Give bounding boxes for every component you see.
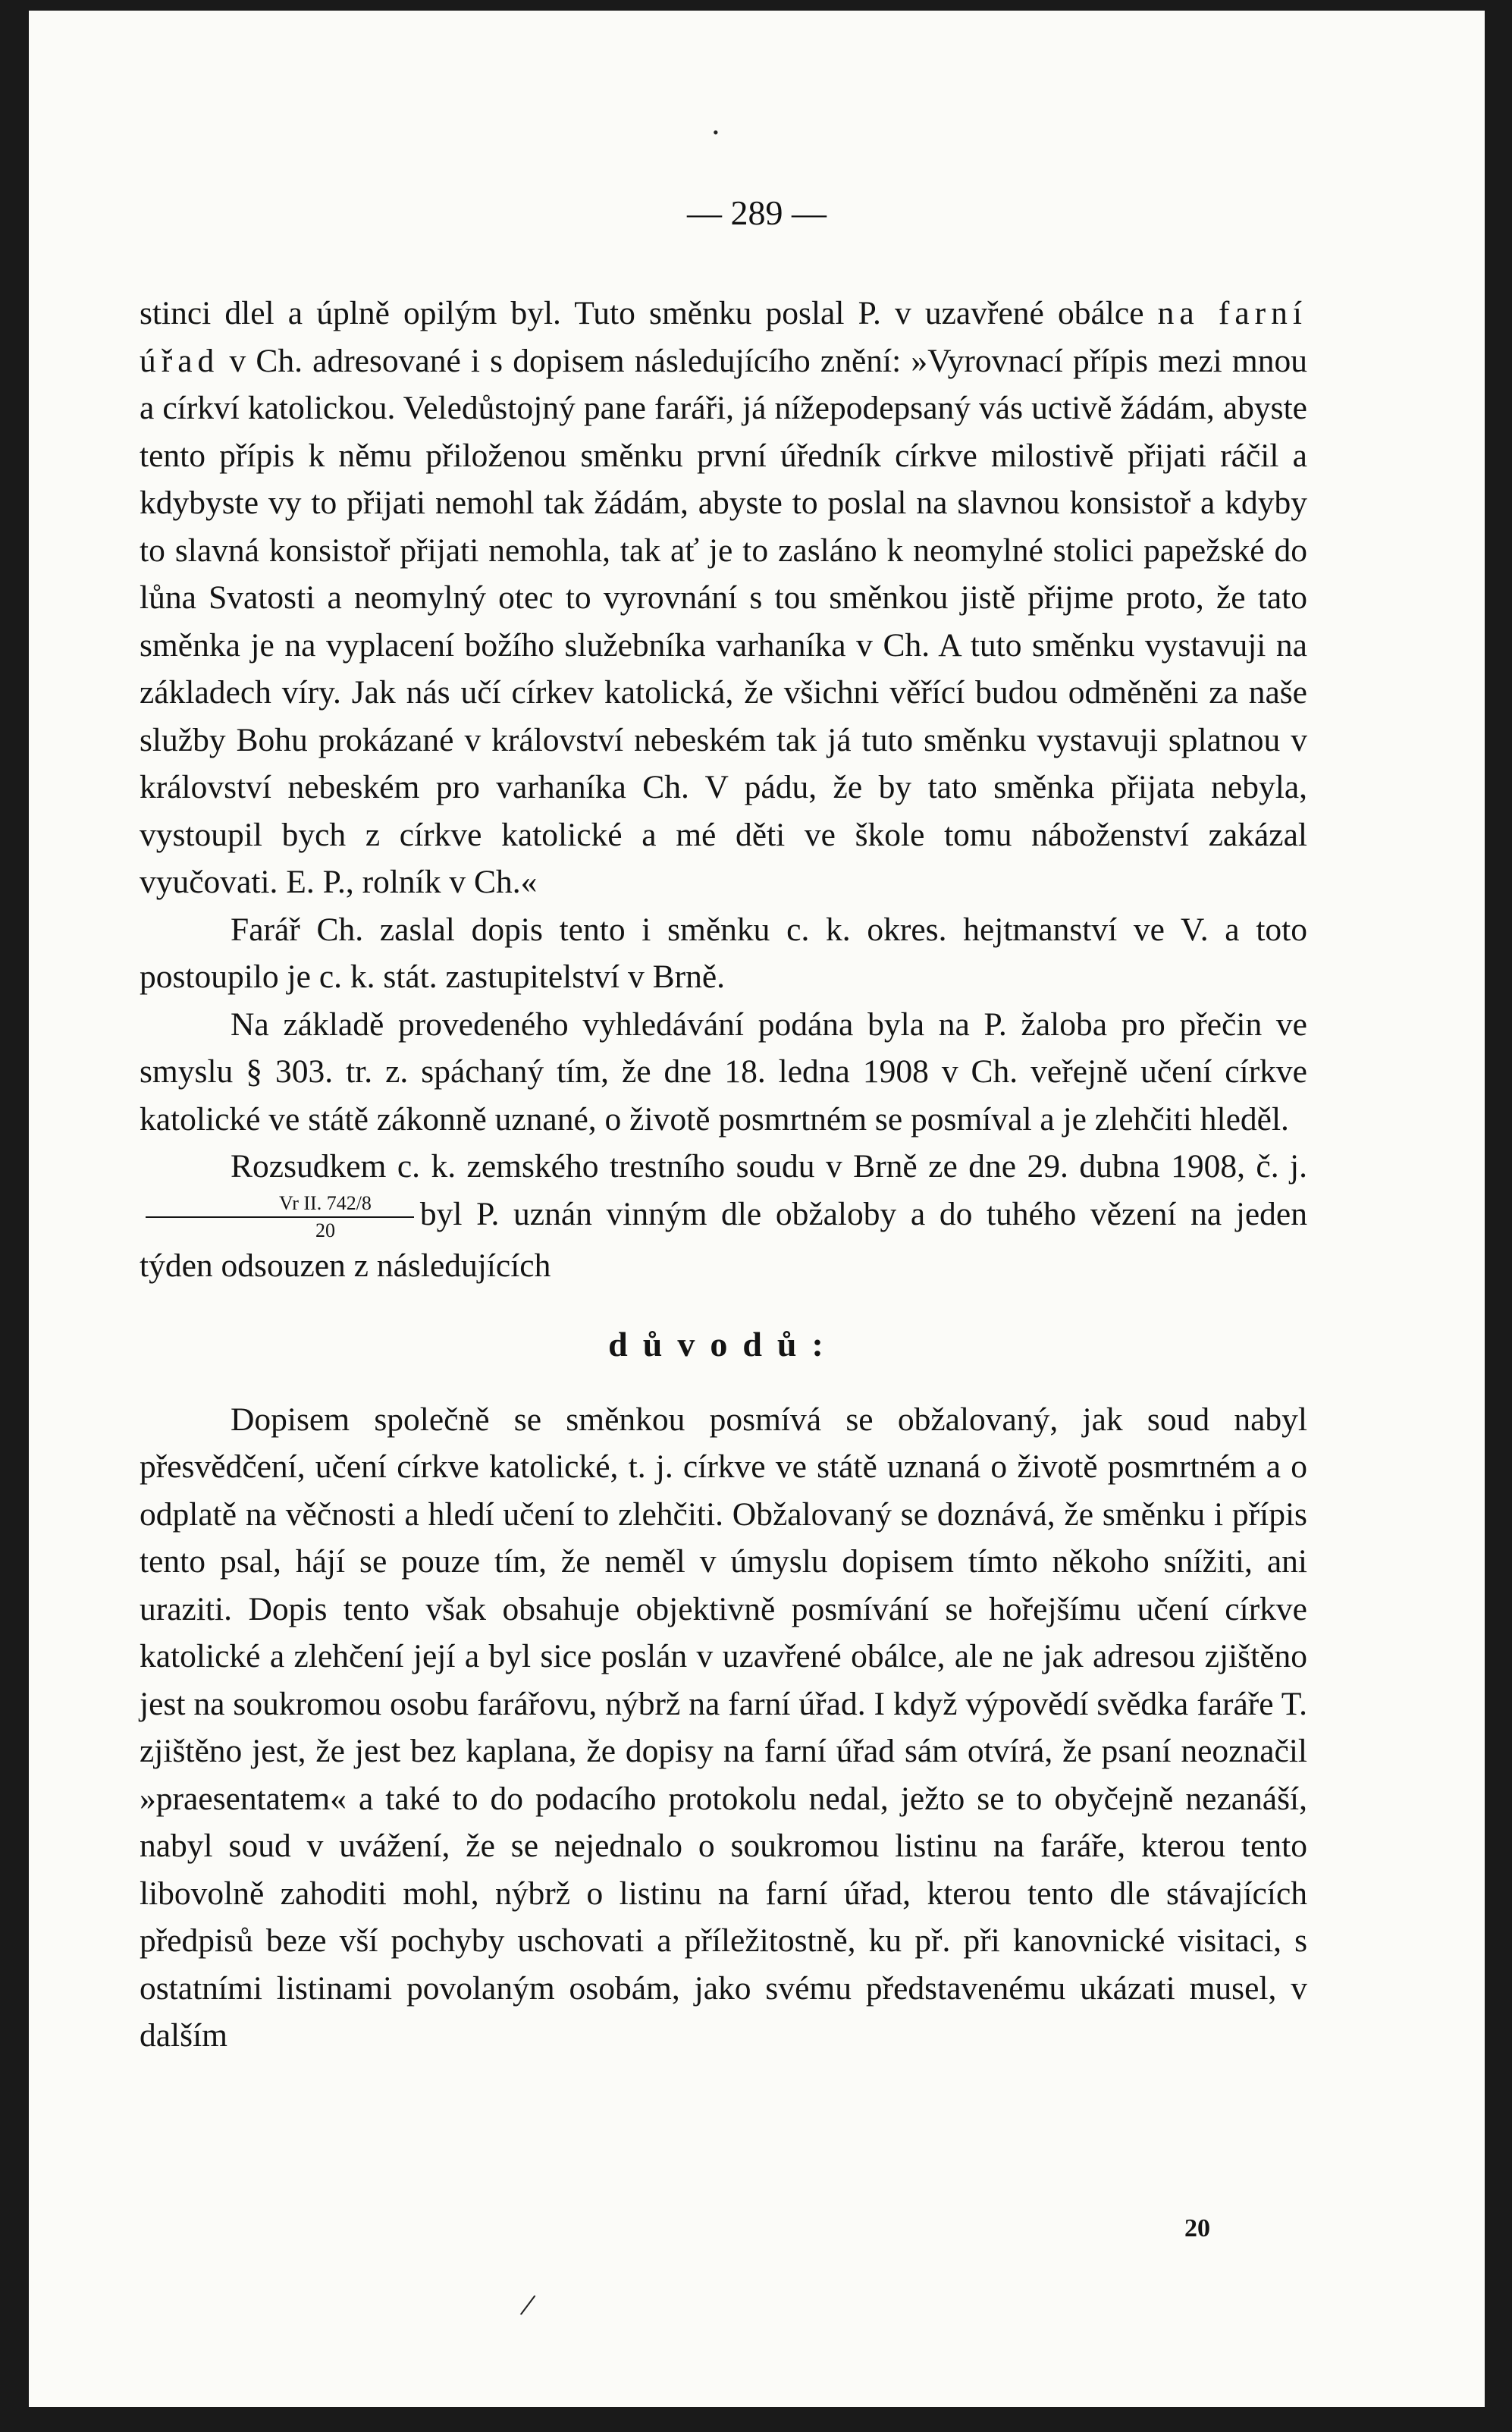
paragraph-letter-part-1: stinci dlel a úplně opilým byl. Tuto směnku poslal P. v uzavřené obálce bbox=[140, 295, 1158, 331]
paragraph-letter bbox=[140, 290, 1307, 906]
paragraph-forwarding: Farář Ch. zaslal dopis tento i směnku c. k. okres. hejtmanství ve V. a toto postoupilo je c. k. stát. zastupitelství v Brně. bbox=[140, 911, 1307, 995]
body-text bbox=[140, 290, 1307, 2060]
section-heading: důvodů: bbox=[608, 1325, 839, 1364]
case-number-numerator: Vr II. 742/8 bbox=[146, 1192, 414, 1218]
page-number: — 289 — bbox=[687, 193, 827, 232]
case-number-fraction bbox=[146, 1192, 414, 1242]
paragraph-letter-part-2: v Ch. adresované i s dopisem následujícího znění: »Vyrovnací přípis mezi mnou a církví katolickou. Veledůstojný pane faráři, já nížepodepsaný vás uctivě žádám, abyste tento přípis k němu přiloženou směnku první úředník církve milostivě přijati ráčil a kdybyste vy to přijati nemohl tak žádám, abyste to poslal na slavnou konsistoř a kdyby to slavná konsistoř přijati nemohla, tak ať je to zasláno k neomylné stolici papežské do lůna Svatosti a neomylný otec to vyrovnání s tou směnkou jistě přijme proto, že tato směnka je na vyplacení božího služebníka varhaníka v Ch. A tuto směnku vystavuji na základech víry. Jak nás učí církev katolická, že všichni věřící budou odměněni za naše služby Bohu prokázané v království nebeském tak já tuto směnku vystavuji splatnou v království nebeském pro varhaníka Ch. V pádu, že by tato směnka přijata nebyla, vystoupil bych z církve katolické a mé děti ve škole tomu náboženství zakázal vyučovati. E. P., rolník v Ch.« bbox=[140, 342, 1307, 900]
paragraph-verdict bbox=[140, 1143, 1307, 1289]
stray-slash-mark: / bbox=[517, 2286, 538, 2324]
case-number-denominator: 20 bbox=[315, 1219, 335, 1241]
stray-dot-mark: • bbox=[713, 123, 719, 142]
paragraph-letter-spaced-emphasis: na farní úřad bbox=[140, 295, 1307, 379]
signature-mark: 20 bbox=[1184, 2214, 1210, 2242]
paragraph-reasoning: Dopisem společně se směnkou posmívá se obžalovaný, jak soud nabyl přesvědčení, učení církve katolické, t. j. církve ve státě uznaná o životě posmrtném a o odplatě na věčnosti a hledí učení to zlehčiti. Obžalovaný se doznává, že směnku i přípis tento psal, hájí se pouze tím, že neměl v úmyslu dopisem tímto někoho snížiti, ani uraziti. Dopis tento však obsahuje objektivně posmívání se hořejšímu učení církve katolické a zlehčení její a byl sice poslán v uzavřené obálce, ale ne jak adresou zjištěno jest na soukromou osobu farářovu, nýbrž na farní úřad. I když výpovědí svědka faráře T. zjištěno jest, že jest bez kaplana, že dopisy na farní úřad sám otvírá, že psaní neoznačil »praesentatem« a také to do podacího protokolu nedal, ježto se to obyčejně nezanáší, nabyl soud v uvážení, že se nejednalo o soukromou listinu na faráře, kterou tento libovolně zahoditi mohl, nýbrž o listinu na farní úřad, kterou tento dle stávajících předpisů beze vší pochyby uschovati a příležitostně, ku př. při kanovnické visitaci, s ostatními listinami povolaným osobám, jako svému představenému ukázati musel, v dalším bbox=[140, 1401, 1307, 2054]
verdict-text-after: byl P. uznán vinným dle obžaloby a do tuhého vězení na jeden týden odsouzen z následujících bbox=[140, 1195, 1307, 1284]
book-page bbox=[29, 11, 1485, 2407]
paragraph-charge: Na základě provedeného vyhledávání podána byla na P. žaloba pro přečin ve smyslu § 303. tr. z. spáchaný tím, že dne 18. ledna 1908 v Ch. veřejně učení církve katolické ve státě zákonně uznané, o životě posmrtném se posmíval a je zlehčiti hleděl. bbox=[140, 1006, 1307, 1138]
verdict-text-before: Rozsudkem c. k. zemského trestního soudu v Brně ze dne 29. dubna 1908, č. j. bbox=[231, 1148, 1307, 1185]
